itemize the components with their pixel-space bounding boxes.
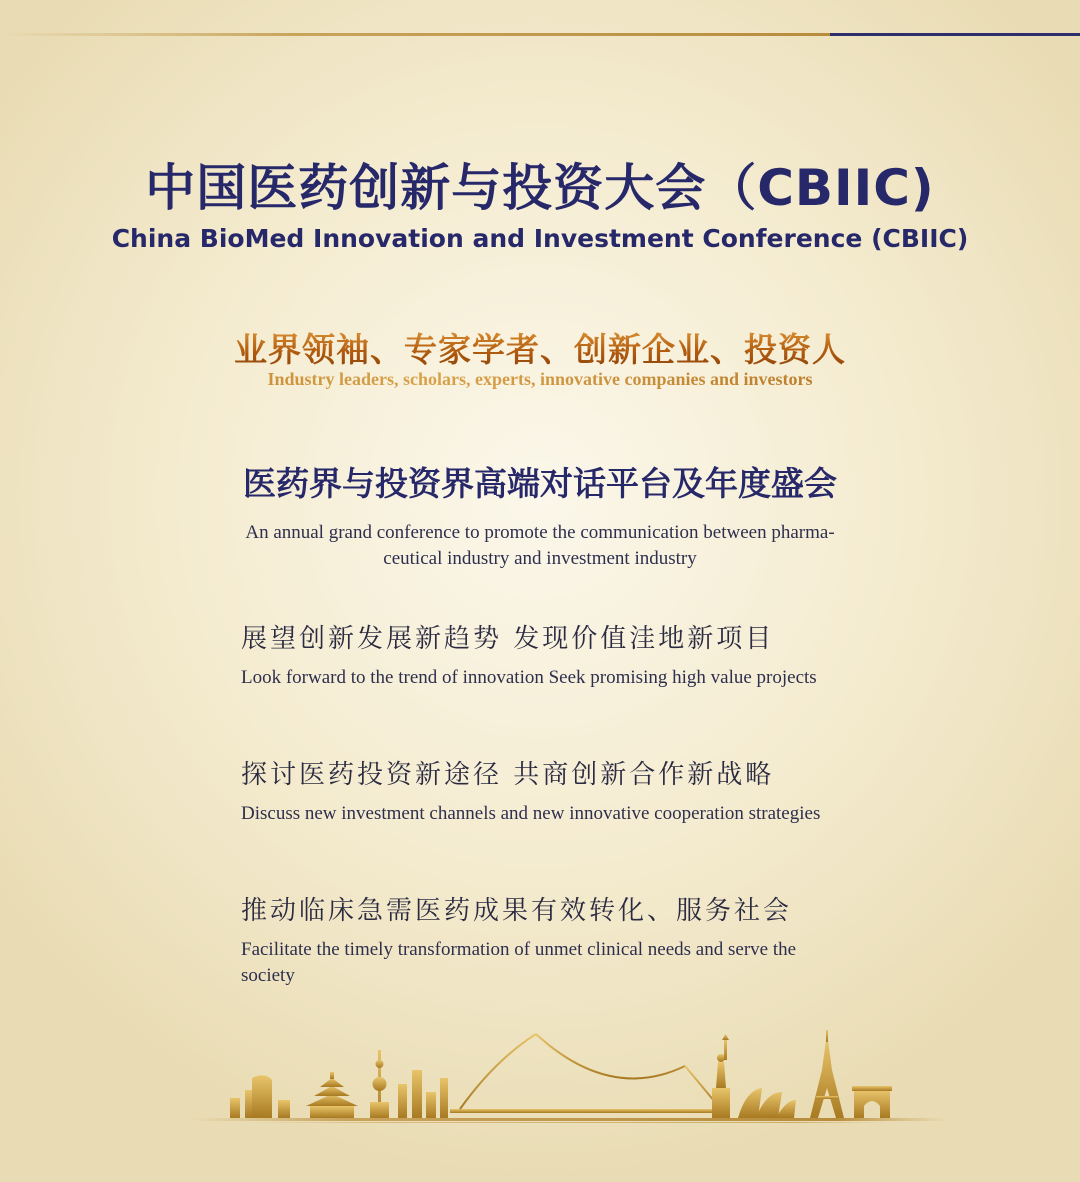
participants-en: Industry leaders, scholars, experts, innovative companies and investors (0, 369, 1080, 390)
goal-cn: 推动临床急需医药成果有效转化、服务社会 (241, 896, 793, 926)
goal-item (241, 890, 841, 989)
top-divider-navy (830, 33, 1080, 36)
goal-item (241, 754, 841, 827)
goal-en: Look forward to the trend of innovation Seek promising high value projects (241, 667, 817, 688)
conference-title-cn: 中国医药创新与投资大会（CBIIC) (145, 159, 935, 217)
city-skyline-icon (190, 1010, 950, 1130)
platform-en (195, 520, 885, 572)
goal-en: Facilitate the timely transformation of unmet clinical needs and serve the society (241, 939, 797, 986)
conference-title-en: China BioMed Innovation and Investment Conference (CBIIC) (111, 224, 969, 253)
top-divider-gold (0, 33, 830, 36)
goal-en: Discuss new investment channels and new innovative cooperation strategies (241, 803, 821, 824)
platform-cn: 医药界与投资界高端对话平台及年度盛会 (243, 464, 837, 503)
goal-item (241, 618, 841, 691)
goal-cn: 展望创新发展新趋势 发现价值洼地新项目 (241, 624, 775, 654)
platform-en-line1: An annual grand conference to promote the communication between pharma- (245, 522, 835, 543)
goal-cn: 探讨医药投资新途径 共商创新合作新战略 (241, 760, 775, 790)
top-divider (0, 33, 1080, 36)
platform-en-line2: ceutical industry and investment industry (383, 548, 697, 569)
participants-cn: 业界领袖、专家学者、创新企业、投资人 (0, 324, 1080, 371)
